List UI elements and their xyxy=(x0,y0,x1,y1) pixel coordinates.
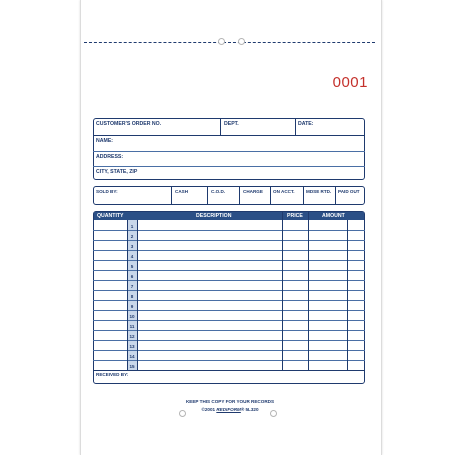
table-row xyxy=(93,300,365,301)
table-row xyxy=(93,230,365,231)
line-number: 13 xyxy=(129,344,135,349)
line-number: 9 xyxy=(130,304,134,309)
perforation-line xyxy=(84,42,375,43)
line-number: 8 xyxy=(130,294,134,299)
table-row xyxy=(93,360,365,361)
name-label: NAME: xyxy=(96,138,114,144)
dept-label: DEPT. xyxy=(224,121,239,127)
cod-label: C.O.D. xyxy=(211,189,226,194)
table-row xyxy=(93,270,365,271)
table-row xyxy=(93,250,365,251)
line-number: 6 xyxy=(130,274,134,279)
table-row xyxy=(93,260,365,261)
amount-column-header: AMOUNT xyxy=(322,213,345,219)
line-number: 4 xyxy=(130,254,134,259)
table-row xyxy=(93,290,365,291)
brand-logo: REDIFORM xyxy=(216,407,241,412)
line-number: 7 xyxy=(130,284,134,289)
charge-label: CHARGE xyxy=(243,189,263,194)
address-label: ADDRESS: xyxy=(96,154,124,160)
form-number: 0001 xyxy=(332,74,368,91)
line-number: 14 xyxy=(129,354,135,359)
quantity-column-header: QUANTITY xyxy=(97,213,124,219)
price-column-header: PRICE xyxy=(287,213,303,219)
mdse-rtd-label: MDSE RTD. xyxy=(306,189,332,194)
on-acct-label: ON ACCT. xyxy=(273,189,295,194)
line-number: 3 xyxy=(130,244,134,249)
table-row xyxy=(93,340,365,341)
table-row xyxy=(93,320,365,321)
line-number: 1 xyxy=(130,224,134,229)
binding-hole-bottom-right xyxy=(270,410,277,417)
footer-note: KEEP THIS COPY FOR YOUR RECORDS xyxy=(185,399,275,404)
paid-out-label: PAID OUT xyxy=(338,189,360,194)
line-number: 2 xyxy=(130,234,134,239)
binding-hole-right xyxy=(238,38,245,45)
table-row xyxy=(93,240,365,241)
table-row xyxy=(93,280,365,281)
binding-hole-left xyxy=(218,38,225,45)
line-number: 12 xyxy=(129,334,135,339)
sold-by-label: SOLD BY: xyxy=(96,189,118,194)
table-row xyxy=(93,310,365,311)
copyright-text: ©2001 xyxy=(201,407,216,412)
date-label: DATE: xyxy=(298,121,314,127)
line-number: 5 xyxy=(130,264,134,269)
cash-label: CASH xyxy=(175,189,189,194)
binding-hole-bottom-left xyxy=(179,410,186,417)
table-row xyxy=(93,350,365,351)
line-number: 10 xyxy=(129,314,135,319)
description-column-header: DESCRIPTION xyxy=(196,213,232,219)
product-code: ® 5L320 xyxy=(240,407,259,412)
table-row xyxy=(93,330,365,331)
line-number: 11 xyxy=(129,324,135,329)
city-state-zip-label: CITY, STATE, ZIP xyxy=(96,169,138,175)
line-number: 15 xyxy=(129,364,135,369)
received-by-label: RECEIVED BY: xyxy=(96,372,129,377)
footer-copyright xyxy=(80,407,380,412)
customer-order-no-label: CUSTOMER'S ORDER NO. xyxy=(96,121,162,127)
